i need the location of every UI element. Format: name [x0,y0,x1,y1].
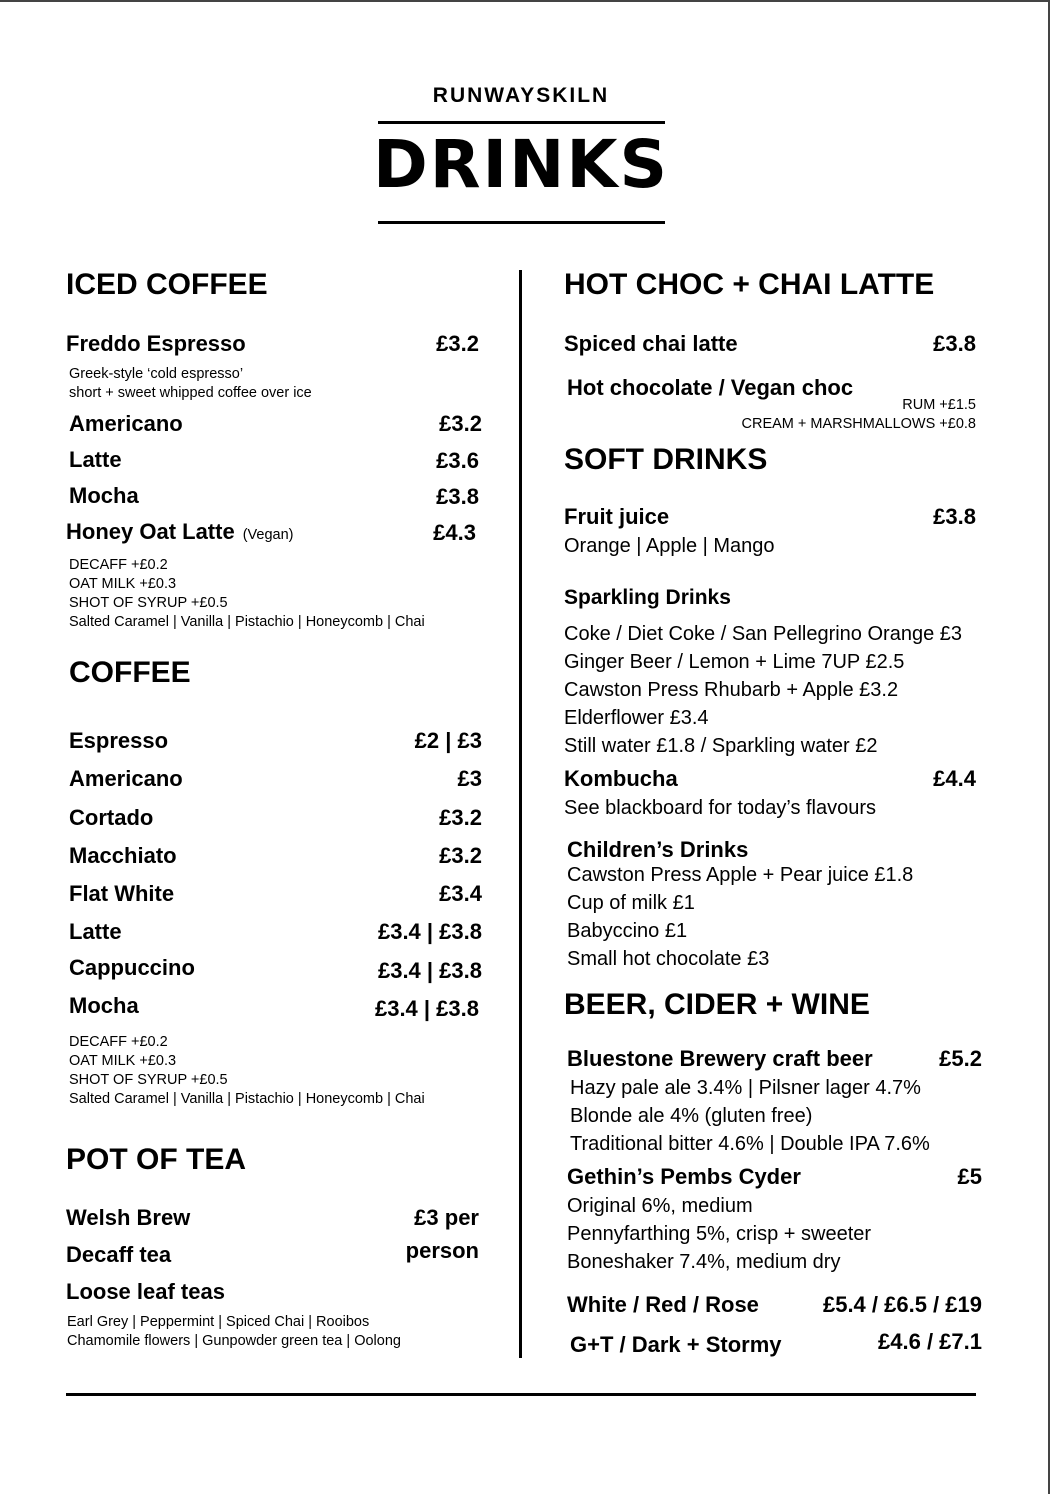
extra-line: RUM +£1.5 [902,397,976,413]
list-item: Coke / Diet Coke / San Pellegrino Orange £3 [564,623,962,645]
item-price: £3.8 [933,504,976,529]
item-name-text: Honey Oat Latte [66,519,235,544]
item-price-unit: person [405,1238,479,1263]
item-price: £3.6 [436,448,479,473]
extra-line: OAT MILK +£0.3 [69,1053,177,1069]
item-name: Flat White [69,881,175,906]
list-item: Hazy pale ale 3.4% | Pilsner lager 4.7% [570,1077,921,1099]
extra-line: CREAM + MARSHMALLOWS +£0.8 [741,416,976,432]
item-price: £3.4 | £3.8 [377,958,482,983]
item-price: £3.4 | £3.8 [374,996,479,1021]
item-price: £4.6 / £7.1 [878,1329,982,1354]
item-name: Decaff tea [66,1242,172,1267]
item-name: Americano [69,411,183,436]
syrup-flavours: Salted Caramel | Vanilla | Pistachio | Honeycomb | Chai [69,1091,425,1107]
list-item: Traditional bitter 4.6% | Double IPA 7.6% [570,1133,930,1155]
extra-line: DECAFF +£0.2 [69,557,168,573]
column-divider [519,270,522,1358]
list-item: Ginger Beer / Lemon + Lime 7UP £2.5 [564,651,905,673]
item-name: G+T / Dark + Stormy [570,1332,782,1357]
section-heading-tea: POT OF TEA [66,1143,246,1176]
item-name: Latte [69,919,122,944]
item-price: £3.2 [439,411,482,436]
subheading-sparkling: Sparkling Drinks [564,586,731,609]
item-name: Macchiato [69,843,177,868]
list-item: Elderflower £3.4 [564,707,709,729]
item-description: Greek-style ‘cold espresso’ [69,366,244,382]
item-price: £5.4 / £6.5 / £19 [822,1292,982,1317]
item-name: Kombucha [564,766,678,791]
title-rule-top [378,121,665,124]
item-name: Latte [69,447,122,472]
section-heading-hot-choc: HOT CHOC + CHAI LATTE [564,268,935,301]
extra-line: OAT MILK +£0.3 [69,576,177,592]
list-item: Pennyfarthing 5%, crisp + sweeter [567,1223,872,1245]
item-name: Spiced chai latte [564,331,738,356]
list-item: Blonde ale 4% (gluten free) [570,1105,813,1127]
title-rule-bottom [378,221,665,224]
item-name: Bluestone Brewery craft beer [567,1046,873,1071]
brand-name: RUNWAYSKILN [432,84,610,107]
list-item: Cawston Press Rhubarb + Apple £3.2 [564,679,899,701]
extra-line: SHOT OF SYRUP +£0.5 [69,1072,228,1088]
item-name: Mocha [69,993,139,1018]
item-name: Espresso [69,728,169,753]
item-name: Mocha [69,483,139,508]
tea-list: Earl Grey | Peppermint | Spiced Chai | Rooibos [67,1314,370,1330]
item-price: £5 [957,1164,982,1189]
item-price: £3 per [414,1205,479,1230]
extra-line: SHOT OF SYRUP +£0.5 [69,595,228,611]
vegan-tag: (Vegan) [242,527,294,543]
list-item: Cup of milk £1 [567,892,695,914]
section-heading-coffee: COFFEE [69,656,191,689]
tea-list: Chamomile flowers | Gunpowder green tea | Oolong [67,1333,401,1349]
item-price: £3.2 [439,805,482,830]
item-name: Americano [69,766,183,791]
item-name: Cortado [69,805,154,830]
item-name: Loose leaf teas [66,1279,225,1304]
syrup-flavours: Salted Caramel | Vanilla | Pistachio | Honeycomb | Chai [69,614,425,630]
section-heading-soft-drinks: SOFT DRINKS [564,443,768,476]
item-price: £2 | £3 [414,728,482,753]
juice-flavours: Orange | Apple | Mango [564,535,775,557]
item-price: £4.4 [933,766,976,791]
item-name: Hot chocolate / Vegan choc [567,375,854,400]
item-price: £4.3 [433,520,476,545]
item-price: £3.4 | £3.8 [377,919,482,944]
list-item: Small hot chocolate £3 [567,948,770,970]
page-title: DRINKS [372,126,670,203]
item-description: See blackboard for today’s flavours [564,797,877,819]
list-item: Boneshaker 7.4%, medium dry [567,1251,841,1273]
subheading-childrens: Children’s Drinks [567,837,749,862]
item-price: £3.2 [439,843,482,868]
section-heading-iced-coffee: ICED COFFEE [66,268,268,301]
list-item: Babyccino £1 [567,920,688,942]
item-name: Cappuccino [69,955,195,980]
item-name: Welsh Brew [66,1205,191,1230]
list-item: Cawston Press Apple + Pear juice £1.8 [567,864,914,886]
extra-line: DECAFF +£0.2 [69,1034,168,1050]
item-price: £3.4 [439,881,482,906]
item-price: £3 [457,766,482,791]
list-item: Original 6%, medium [567,1195,753,1217]
item-name: White / Red / Rose [567,1292,759,1317]
item-name: Fruit juice [564,504,670,529]
list-item: Still water £1.8 / Sparkling water £2 [564,735,878,757]
footer-rule [66,1393,976,1396]
item-price: £3.8 [933,331,976,356]
item-price: £3.8 [436,484,479,509]
item-name: Gethin’s Pembs Cyder [567,1164,801,1189]
item-name: Freddo Espresso [66,331,246,356]
section-heading-beer: BEER, CIDER + WINE [564,988,870,1021]
item-price: £3.2 [436,331,479,356]
item-name [66,519,294,545]
item-description: short + sweet whipped coffee over ice [69,385,312,401]
item-price: £5.2 [939,1046,982,1071]
